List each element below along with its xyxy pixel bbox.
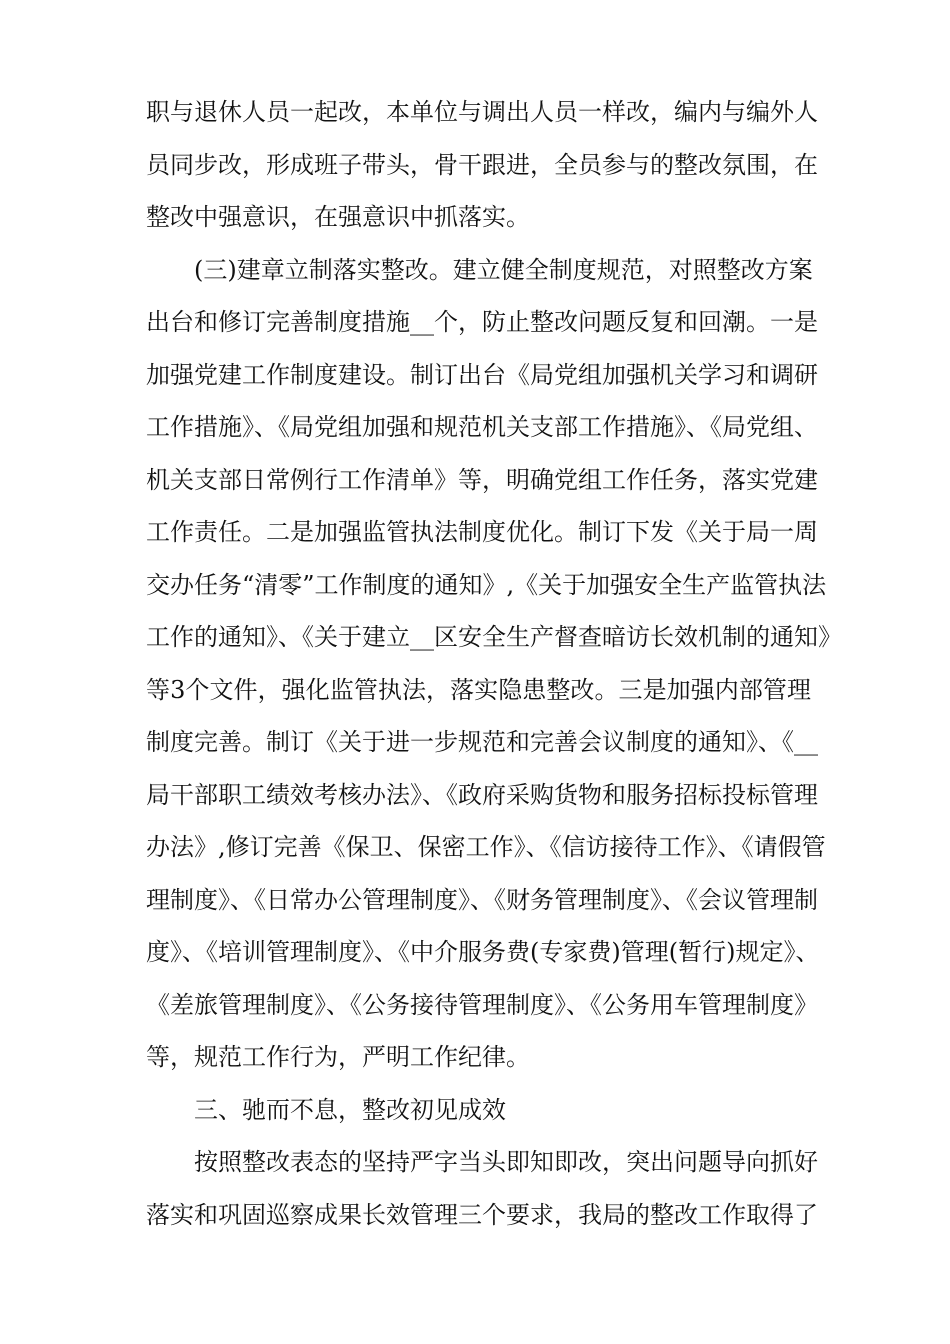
text-line: 办法》,修订完善《保卫、保密工作》、《信访接待工作》、《请假管: [146, 833, 826, 861]
text-line: 等3个文件，强化监管执法，落实隐患整改。三是加强内部管理: [146, 675, 811, 704]
text-line: 度》、《培训管理制度》、《中介服务费(专家费)管理(暂行)规定》、: [146, 938, 820, 966]
text-line: 员同步改，形成班子带头，骨干跟进，全员参与的整改氛围，在: [146, 150, 818, 179]
section-heading: 三、驰而不息，整改初见成效: [194, 1095, 506, 1124]
text-line: 工作的通知》、《关于建立__区安全生产督查暗访长效机制的通知》: [146, 623, 842, 651]
paragraph-heading-line: (三)建章立制落实整改。建立健全制度规范，对照整改方案: [194, 255, 813, 284]
text-line: 理制度》、《日常办公管理制度》、《财务管理制度》、《会议管理制: [146, 885, 818, 914]
text-line: 工作措施》、《局党组加强和规范机关支部工作措施》、《局党组、: [146, 413, 818, 441]
text-line: 职与退休人员一起改，本单位与调出人员一样改，编内与编外人: [146, 98, 818, 126]
text-line: 制度完善。制订《关于进一步规范和完善会议制度的通知》、《__: [146, 728, 818, 756]
text-line: 落实和巩固巡察成果长效管理三个要求，我局的整改工作取得了: [146, 1200, 818, 1229]
text-line: 整改中强意识，在强意识中抓落实。: [146, 203, 530, 231]
text-line: 机关支部日常例行工作清单》等，明确党组工作任务，落实党建: [146, 465, 818, 494]
text-line: 按照整改表态的坚持严字当头即知即改，突出问题导向抓好: [194, 1148, 818, 1176]
text-line: 出台和修订完善制度措施__个，防止整改问题反复和回潮。一是: [146, 308, 818, 336]
text-line: 加强党建工作制度建设。制订出台《局党组加强机关学习和调研: [146, 360, 818, 389]
text-line: 局干部职工绩效考核办法》、《政府采购货物和服务招标投标管理: [146, 780, 818, 809]
text-line: 交办任务“清零”工作制度的通知》,《关于加强安全生产监管执法: [146, 570, 827, 599]
document-body: [146, 86, 842, 1241]
text-line: 工作责任。二是加强监管执法制度优化。制订下发《关于局一周: [146, 518, 818, 546]
text-line: 《差旅管理制度》、《公务接待管理制度》、《公务用车管理制度》: [146, 990, 818, 1019]
text-line: 等，规范工作行为，严明工作纪律。: [146, 1043, 530, 1071]
